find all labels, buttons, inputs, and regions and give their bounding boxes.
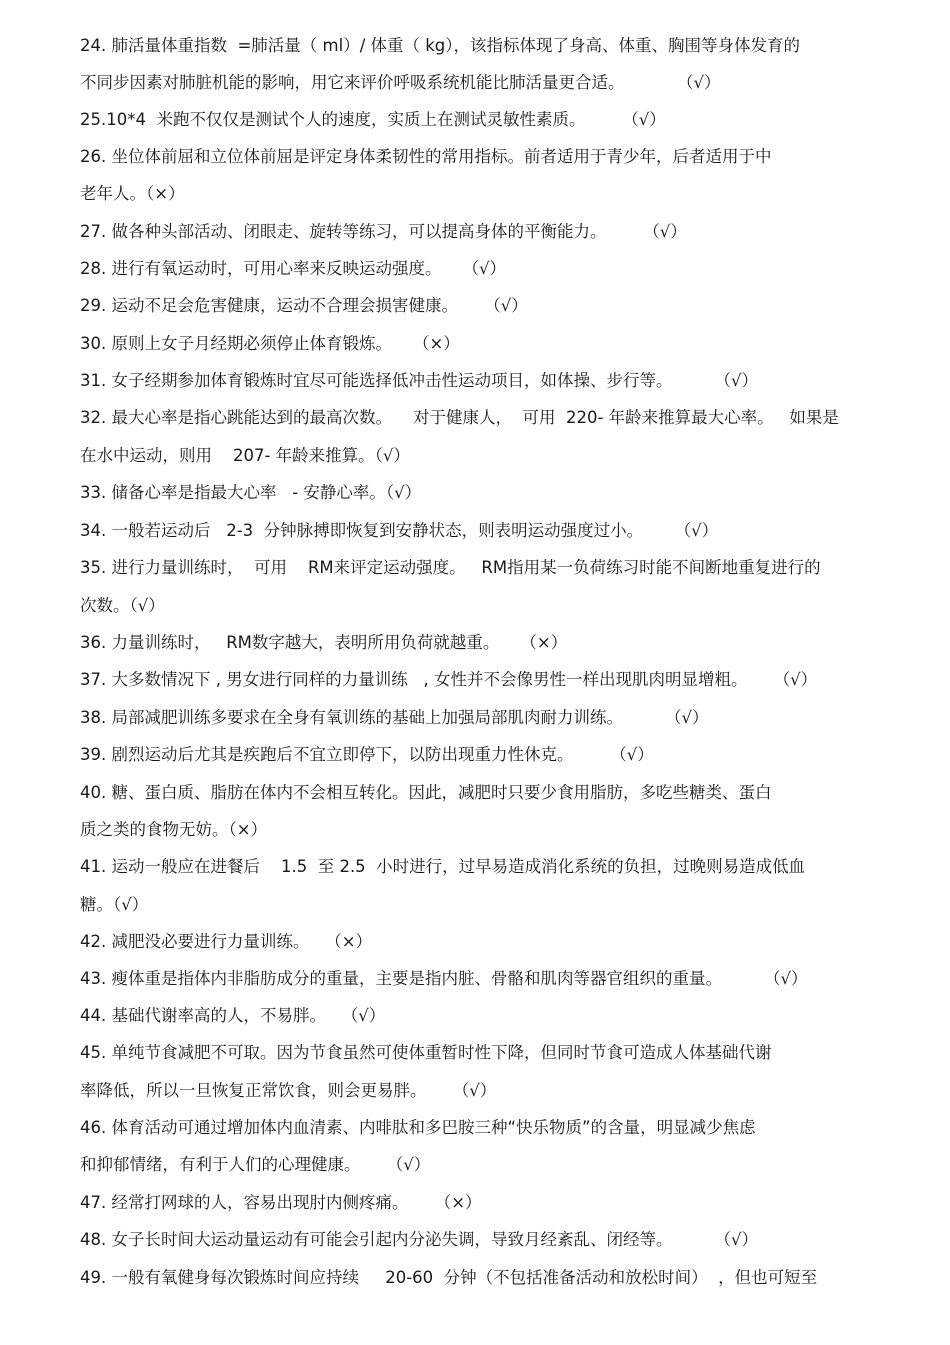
text-line: 29. 运动不足会危害健康，运动不合理会损害健康。 （√） <box>80 296 528 315</box>
text-line: 质之类的食物无妨。（×） <box>80 820 268 839</box>
text-line: 38. 局部减肥训练多要求在全身有氧训练的基础上加强局部肌肉耐力训练。 （√） <box>80 708 709 727</box>
text-line: 在水中运动，则用 207- 年龄来推算。（√） <box>80 446 410 465</box>
text-line: 和抑郁情绪，有利于人们的心理健康。 （√） <box>80 1155 431 1174</box>
text-line: 37. 大多数情况下 , 男女进行同样的力量训练 , 女性并不会像男性一样出现肌肉明显增粗。 （√） <box>80 670 818 689</box>
text-line: 糖。（√） <box>80 895 149 914</box>
text-line: 42. 减肥没必要进行力量训练。 （×） <box>80 932 373 951</box>
text-line: 41. 运动一般应在进餐后 1.5 至 2.5 小时进行，过早易造成消化系统的负担，过晚则易造成低血 <box>80 857 806 876</box>
text-line: 30. 原则上女子月经期必须停止体育锻炼。 （×） <box>80 334 460 353</box>
text-line: 27. 做各种头部活动、闭眼走、旋转等练习，可以提高身体的平衡能力。 （√） <box>80 222 687 241</box>
text-line: 26. 坐位体前屈和立位体前屈是评定身体柔韧性的常用指标。前者适用于青少年，后者适用于中 <box>80 147 772 166</box>
text-line: 32. 最大心率是指心跳能达到的最高次数。 对于健康人， 可用 220- 年龄来推算最大心率。 如果是 <box>80 408 839 427</box>
text-line: 49. 一般有氧健身每次锻炼时间应持续 20-60 分钟（不包括准备活动和放松时间） ，但也可短至 <box>80 1268 818 1287</box>
text-line: 44. 基础代谢率高的人，不易胖。 （√） <box>80 1006 386 1025</box>
text-line: 28. 进行有氧运动时，可用心率来反映运动强度。 （√） <box>80 259 506 278</box>
text-line: 33. 储备心率是指最大心率 - 安静心率。（√） <box>80 483 422 502</box>
text-line: 46. 体育活动可通过增加体内血清素、内啡肽和多巴胺三种“快乐物质”的含量，明显减少焦虑 <box>80 1118 756 1137</box>
text-line: 31. 女子经期参加体育锻炼时宜尽可能选择低冲击性运动项目，如体操、步行等。 （√） <box>80 371 758 390</box>
text-line: 48. 女子长时间大运动量运动有可能会引起内分泌失调，导致月经紊乱、闭经等。 （√） <box>80 1230 758 1249</box>
text-line: 45. 单纯节食减肥不可取。因为节食虽然可使体重暂时性下降，但同时节食可造成人体基础代谢 <box>80 1043 772 1062</box>
text-line: 34. 一般若运动后 2-3 分钟脉搏即恢复到安静状态，则表明运动强度过小。 （√） <box>80 521 719 540</box>
text-line: 43. 瘦体重是指体内非脂肪成分的重量，主要是指内脏、骨骼和肌肉等器官组织的重量。 （√） <box>80 969 808 988</box>
text-line: 率降低，所以一旦恢复正常饮食，则会更易胖。 （√） <box>80 1081 497 1100</box>
text-line: 35. 进行力量训练时， 可用 RM来评定运动强度。 RM指用某一负荷练习时能不间断地重复进行的 <box>80 558 821 577</box>
text-line: 次数。（√） <box>80 596 165 615</box>
text-line: 24. 肺活量体重指数 =肺活量（ ml）/ 体重（ kg），该指标体现了身高、体重、胸围等身体发育的 <box>80 36 801 55</box>
text-line: 不同步因素对肺脏机能的影响，用它来评价呼吸系统机能比肺活量更合适。 （√） <box>80 73 721 92</box>
text-line: 40. 糖、蛋白质、脂肪在体内不会相互转化。因此，减肥时只要少食用脂肪，多吃些糖类、蛋白 <box>80 783 772 802</box>
text-line: 36. 力量训练时， RM数字越大，表明所用负荷就越重。 （×） <box>80 633 568 652</box>
text-line: 25.10*4 米跑不仅仅是测试个人的速度，实质上在测试灵敏性素质。 （√） <box>80 110 666 129</box>
text-line: 47. 经常打网球的人，容易出现肘内侧疼痛。 （×） <box>80 1193 482 1212</box>
text-line: 39. 剧烈运动后尤其是疾跑后不宜立即停下，以防出现重力性休克。 （√） <box>80 745 654 764</box>
text-line: 老年人。（×） <box>80 184 185 203</box>
